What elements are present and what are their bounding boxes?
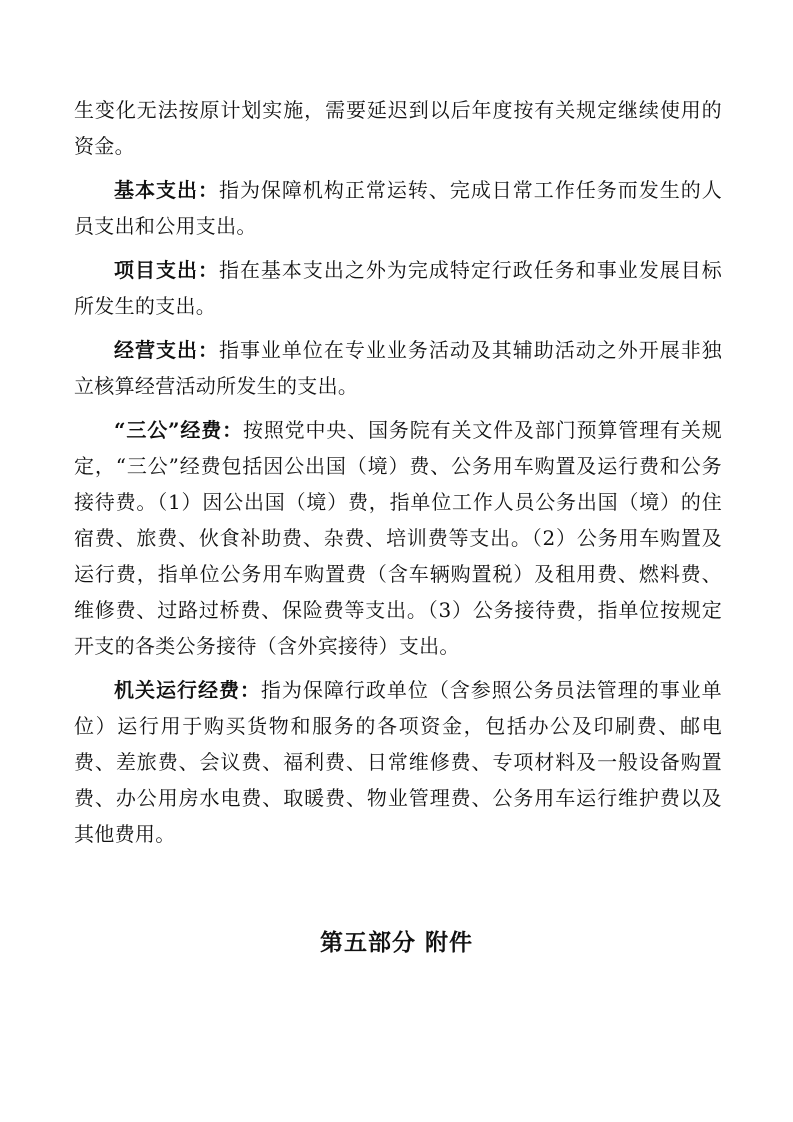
paragraph-operating-expenditure [74, 332, 722, 404]
paragraph-text: 指为保障行政单位（含参照公务员法管理的事业单位）运行用于购买货物和服务的各项资金，包括办公及印刷费、邮电费、差旅费、会议费、福利费、日常维修费、专项材料及一般设备购置费、办公用房水电费、取暖费、物业管理费、公务用车运行维护费以及其他费用。 [74, 678, 722, 846]
term-label: 基本支出： [114, 178, 219, 202]
term-label: 机关运行经费： [114, 678, 261, 702]
paragraph-agency-operating-funds [74, 672, 722, 852]
paragraph-text: 按照党中央、国务院有关文件及部门预算管理有关规定，“三公”经费包括因公出国（境）费、公务用车购置及运行费和公务接待费。（1）因公出国（境）费，指单位工作人员公务出国（境）的住宿费、旅费、伙食补助费、杂费、培训费等支出。（2）公务用车购置及运行费，指单位公务用车购置费（含车辆购置税）及租用费、燃料费、维修费、过路过桥费、保险费等支出。（3）公务接待费，指单位按规定开支的各类公务接待（含外宾接待）支出。 [74, 418, 722, 658]
paragraph-text: 指在基本支出之外为完成特定行政任务和事业发展目标所发生的支出。 [74, 258, 723, 318]
section-title: 第五部分 附件 [319, 930, 473, 956]
paragraph-three-public-funds [74, 412, 722, 664]
paragraph-text: 指事业单位在专业业务活动及其辅助活动之外开展非独立核算经营活动所发生的支出。 [74, 338, 723, 398]
document-body [74, 92, 722, 860]
paragraph-basic-expenditure [74, 172, 722, 244]
term-label: 项目支出： [114, 258, 219, 282]
paragraph-text: 指为保障机构正常运转、完成日常工作任务而发生的人员支出和公用支出。 [74, 178, 723, 238]
paragraph-text: 生变化无法按原计划实施，需要延迟到以后年度按有关规定继续使用的资金。 [74, 98, 722, 158]
paragraph-continuation [74, 92, 722, 164]
paragraph-project-expenditure [74, 252, 722, 324]
term-label: “三公”经费： [114, 418, 243, 442]
term-label: 经营支出： [114, 338, 219, 362]
